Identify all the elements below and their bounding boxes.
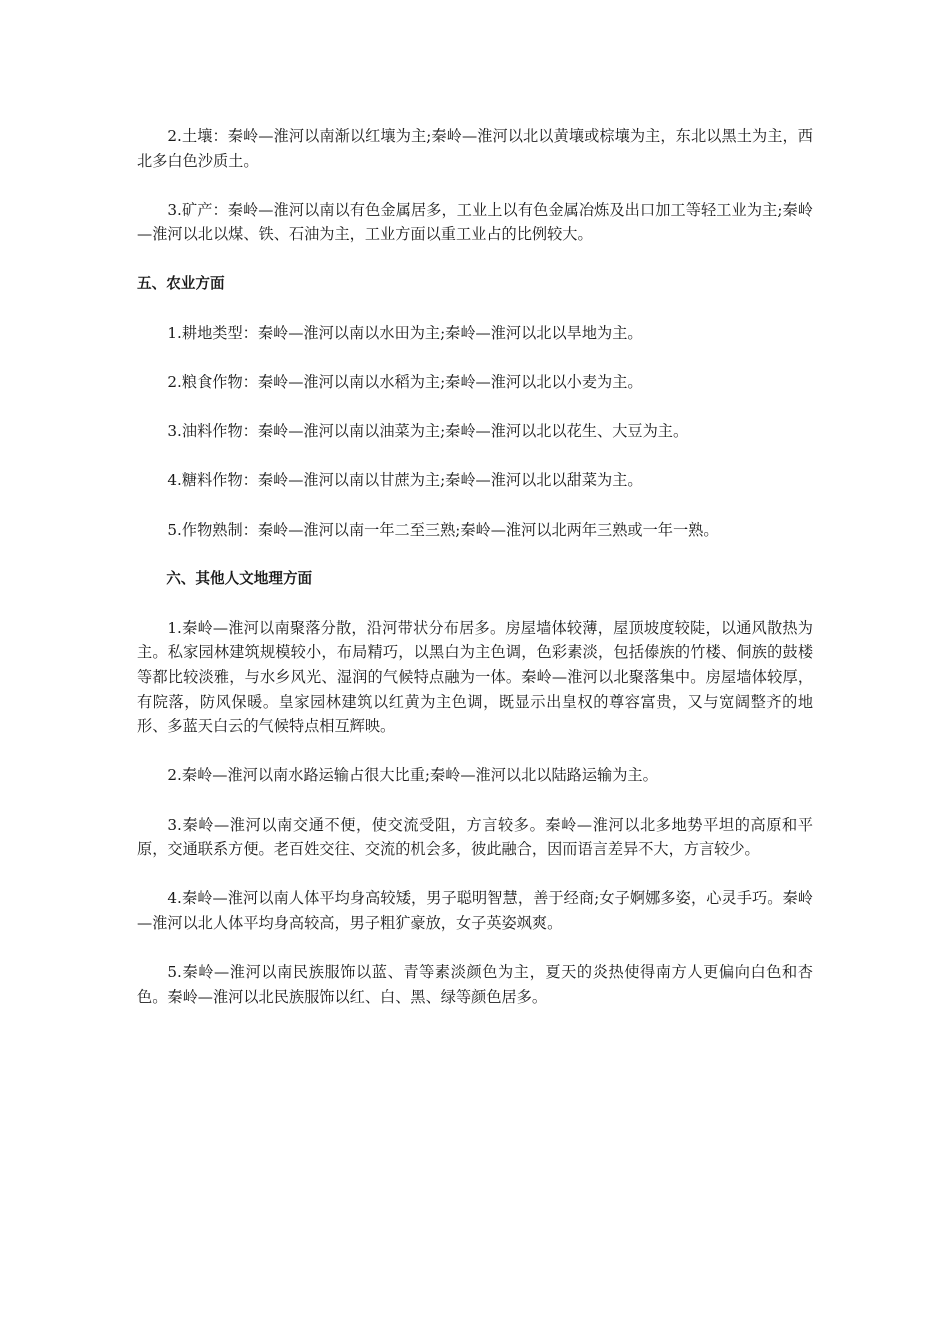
paragraph-settlements: 1.秦岭—淮河以南聚落分散，沿河带状分布居多。房屋墙体较薄，屋顶坡度较陡，以通风散热为主。私家园林建筑规模较小，布局精巧，以黑白为主色调，色彩素淡，包括傣族的竹楼、侗族的鼓楼等都比较淡雅，与水乡风光、湿润的气候特点融为一体。秦岭—淮河以北聚落集中。房屋墙体较厚，有院落，防风保暖。皇家园林建筑以红黄为主色调，既显示出皇权的尊容富贵，又与宽阔整齐的地形、多蓝天白云的气候特点相互辉映。 xyxy=(137,618,813,736)
paragraph-sugar-crops: 4.糖料作物：秦岭—淮河以南以甘蔗为主;秦岭—淮河以北以甜菜为主。 xyxy=(167,471,643,490)
section-heading-human-geography: 六、其他人文地理方面 xyxy=(166,569,313,587)
paragraph-soil: 2.土壤：秦岭—淮河以南渐以红壤为主;秦岭—淮河以北以黄壤或棕壤为主，东北以黑土为主，西北多白色沙质土。 xyxy=(137,127,813,170)
paragraph-cropping-system: 5.作物熟制：秦岭—淮河以南一年二至三熟;秦岭—淮河以北两年三熟或一年一熟。 xyxy=(167,520,719,539)
paragraph-physique: 4.秦岭—淮河以南人体平均身高较矮，男子聪明智慧，善于经商;女子婀娜多姿，心灵手巧。秦岭—淮河以北人体平均身高较高，男子粗犷豪放，女子英姿飒爽。 xyxy=(137,889,813,932)
paragraph-oil-crops: 3.油料作物：秦岭—淮河以南以油菜为主;秦岭—淮河以北以花生、大豆为主。 xyxy=(167,422,689,441)
document-page xyxy=(137,124,813,1034)
section-heading-agriculture: 五、农业方面 xyxy=(137,274,225,292)
paragraph-farmland-type: 1.耕地类型：秦岭—淮河以南以水田为主;秦岭—淮河以北以旱地为主。 xyxy=(167,323,643,342)
paragraph-dialects: 3.秦岭—淮河以南交通不便，使交流受阻，方言较多。秦岭—淮河以北多地势平坦的高原和平原，交通联系方便。老百姓交往、交流的机会多，彼此融合，因而语言差异不大，方言较少。 xyxy=(137,815,813,859)
paragraph-costume: 5.秦岭—淮河以南民族服饰以蓝、青等素淡颜色为主，夏天的炎热使得南方人更偏向白色和杏色。秦岭—淮河以北民族服饰以红、白、黑、绿等颜色居多。 xyxy=(137,963,813,1006)
paragraph-grain-crops: 2.粮食作物：秦岭—淮河以南以水稻为主;秦岭—淮河以北以小麦为主。 xyxy=(167,372,643,391)
paragraph-transport: 2.秦岭—淮河以南水路运输占很大比重;秦岭—淮河以北以陆路运输为主。 xyxy=(167,766,658,785)
paragraph-minerals: 3.矿产：秦岭—淮河以南以有色金属居多，工业上以有色金属冶炼及出口加工等轻工业为主;秦岭—淮河以北以煤、铁、石油为主，工业方面以重工业占的比例较大。 xyxy=(137,200,813,244)
